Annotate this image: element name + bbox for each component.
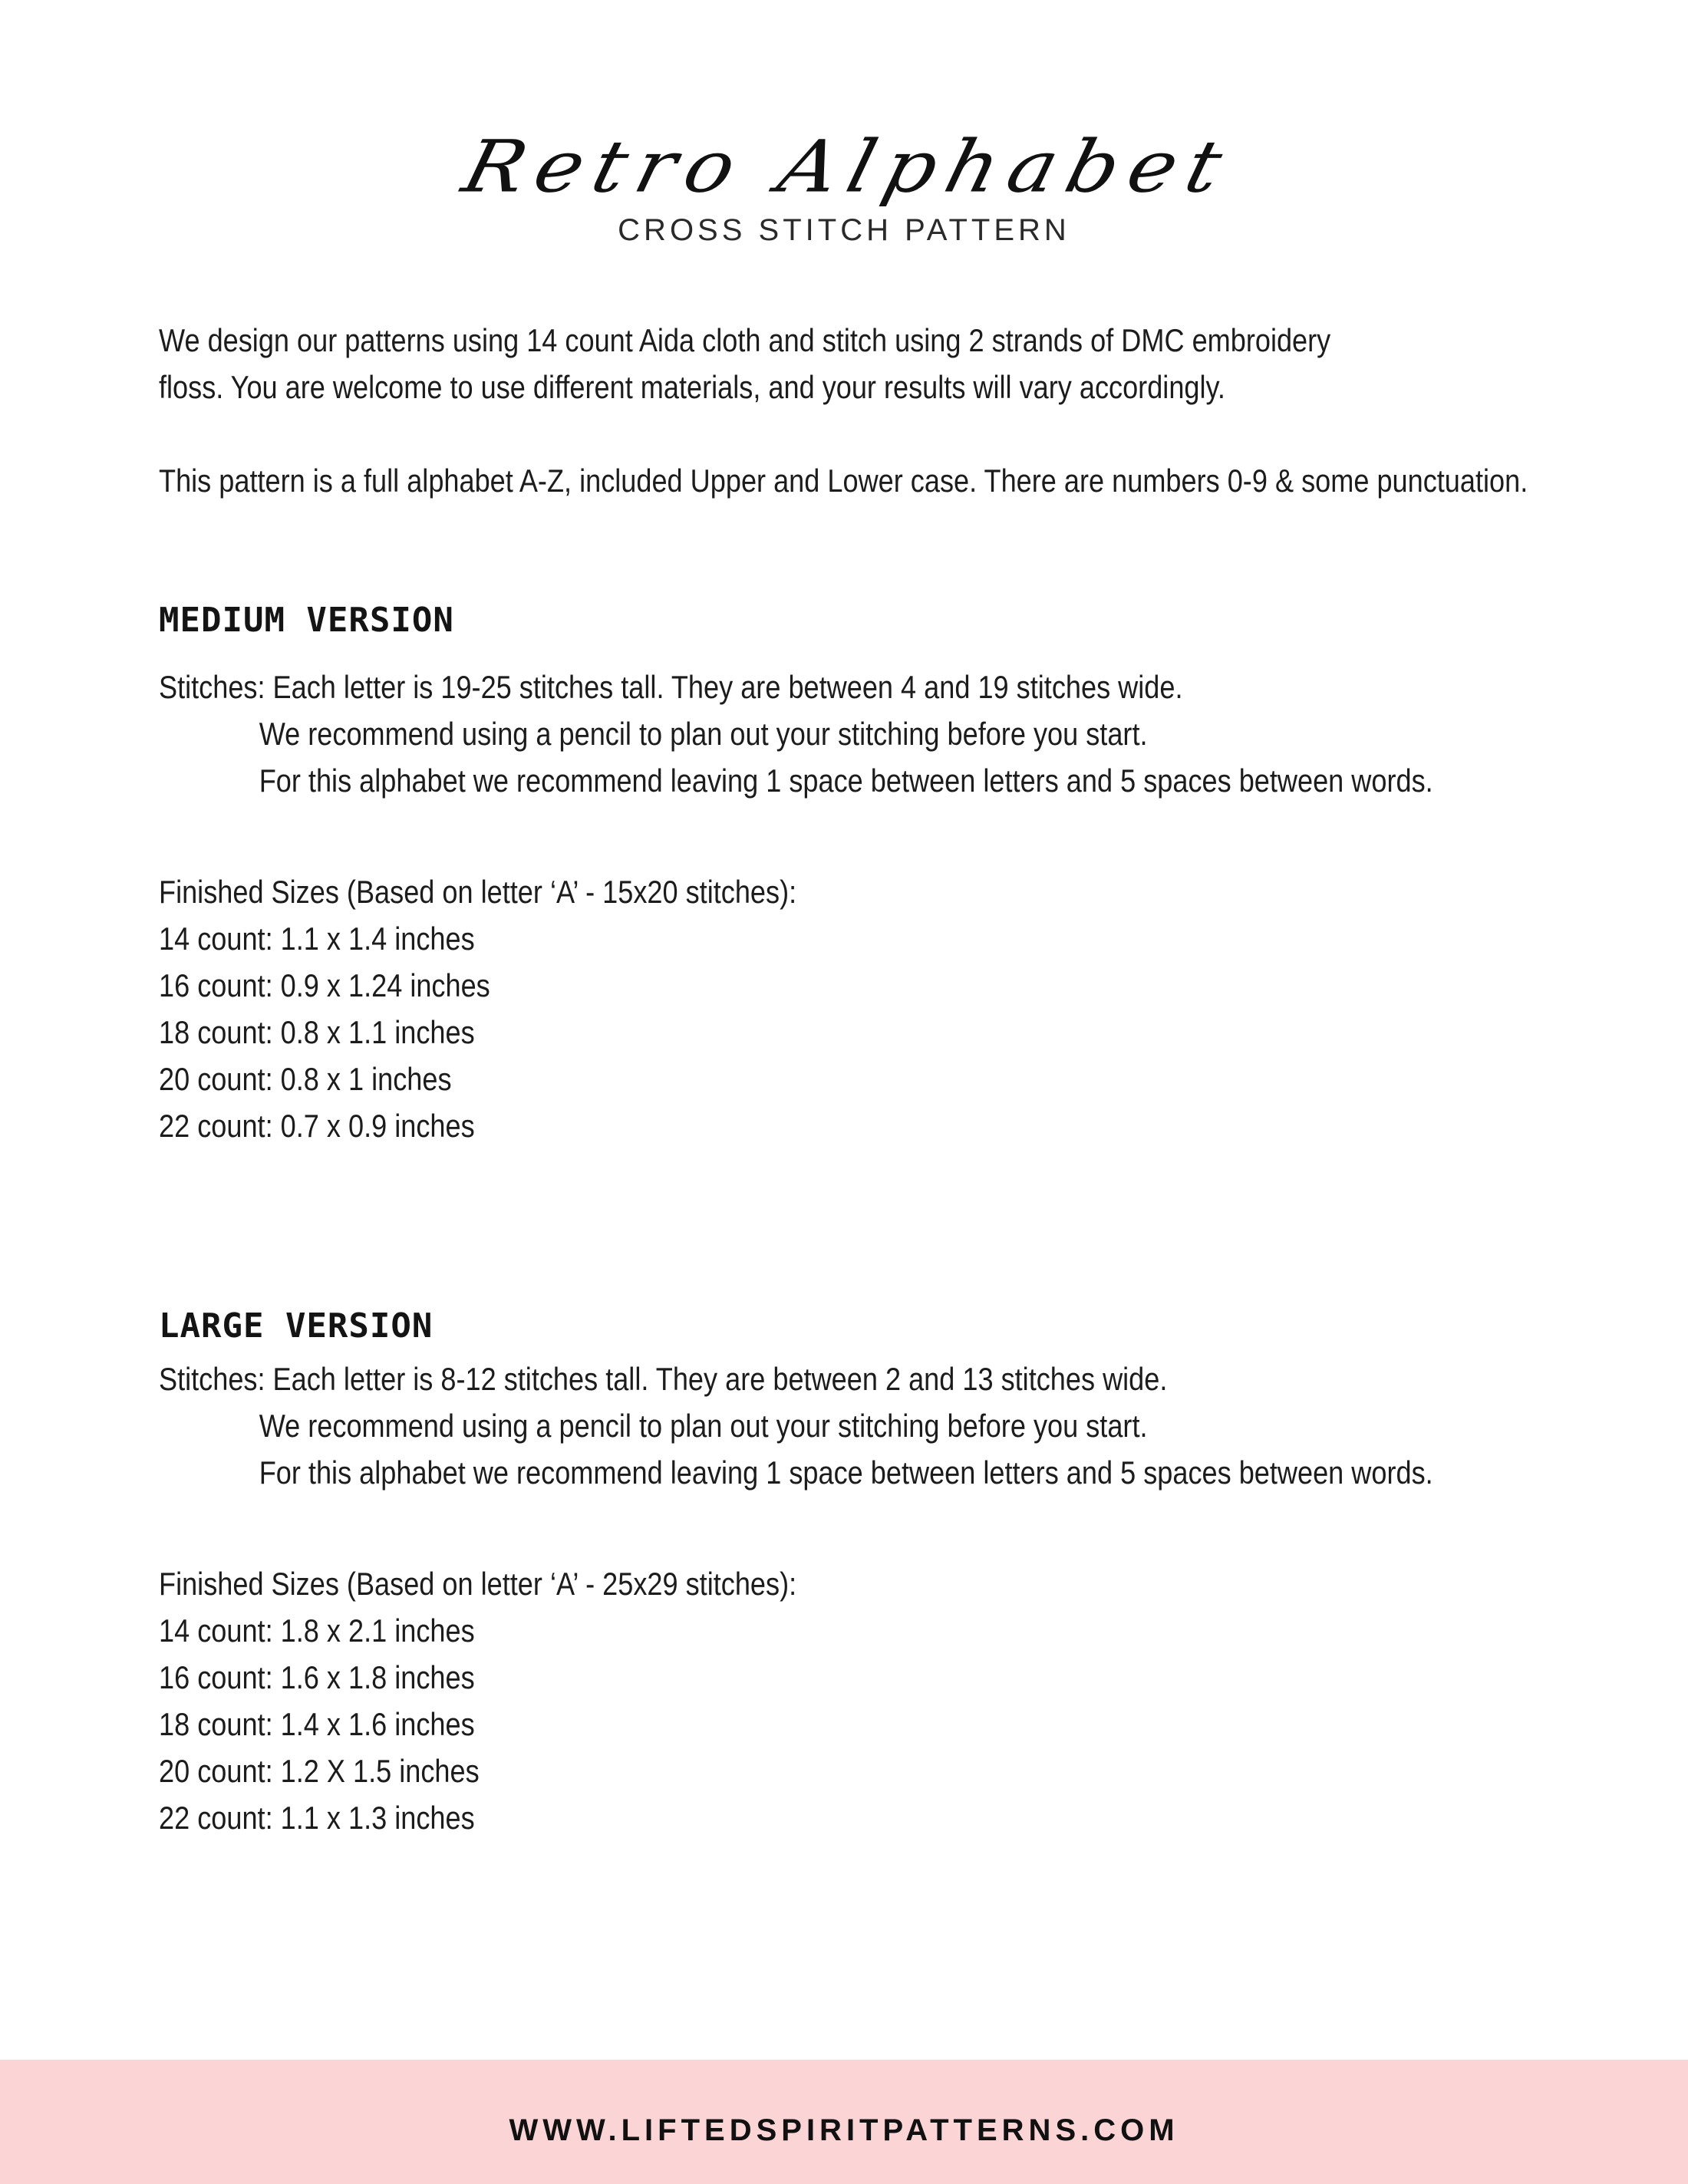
intro-line-1: We design our patterns using 14 count Aida cloth and stitch using 2 strands of DMC embroidery — [159, 322, 1331, 358]
large-stitches-section — [159, 1356, 1434, 1496]
medium-size-item: 14 count: 1.1 x 1.4 inches — [159, 921, 475, 957]
large-stitches-line-2: We recommend using a pencil to plan out your stitching before you start. — [259, 1408, 1148, 1444]
pattern-subtitle: CROSS STITCH PATTERN — [618, 213, 1070, 248]
medium-size-item: 20 count: 0.8 x 1 inches — [159, 1061, 452, 1097]
website-url: WWW.LIFTEDSPIRITPATTERNS.COM — [509, 2113, 1179, 2147]
medium-stitches-section — [159, 664, 1434, 804]
large-size-item: 16 count: 1.6 x 1.8 inches — [159, 1659, 475, 1695]
large-size-item: 22 count: 1.1 x 1.3 inches — [159, 1800, 475, 1836]
large-version-heading: LARGE VERSION — [159, 1306, 434, 1346]
large-size-item: 18 count: 1.4 x 1.6 inches — [159, 1706, 475, 1742]
large-size-item: 14 count: 1.8 x 2.1 inches — [159, 1612, 475, 1649]
script-title: Retro Alphabet — [454, 124, 1241, 209]
medium-size-item: 22 count: 0.7 x 0.9 inches — [159, 1108, 475, 1144]
large-stitches-line-1: Stitches: Each letter is 8-12 stitches tall. They are between 2 and 13 stitches wide. — [159, 1361, 1168, 1397]
medium-sizes-heading: Finished Sizes (Based on letter ‘A’ - 15x20 stitches): — [159, 874, 797, 910]
intro-section — [159, 317, 1528, 504]
medium-size-item: 16 count: 0.9 x 1.24 inches — [159, 967, 490, 1003]
medium-stitches-line-2: We recommend using a pencil to plan out your stitching before you start. — [259, 716, 1148, 752]
large-sizes-heading: Finished Sizes (Based on letter ‘A’ - 25x29 stitches): — [159, 1566, 797, 1602]
intro-line-2: floss. You are welcome to use different materials, and your results will vary accordingly. — [159, 369, 1225, 405]
medium-version-heading: MEDIUM VERSION — [159, 601, 454, 640]
medium-size-item: 18 count: 0.8 x 1.1 inches — [159, 1014, 475, 1050]
intro-line-3: This pattern is a full alphabet A-Z, included Upper and Lower case. There are numbers 0-9 & some punctuation. — [159, 463, 1528, 499]
medium-sizes-section — [159, 868, 1434, 1149]
medium-stitches-line-3: For this alphabet we recommend leaving 1 space between letters and 5 spaces between words. — [259, 763, 1433, 799]
large-sizes-section — [159, 1560, 1434, 1841]
large-size-item: 20 count: 1.2 X 1.5 inches — [159, 1753, 480, 1789]
footer-band — [0, 2060, 1688, 2184]
page-header — [0, 123, 1688, 248]
large-stitches-line-3: For this alphabet we recommend leaving 1 space between letters and 5 spaces between words. — [259, 1454, 1433, 1491]
medium-stitches-line-1: Stitches: Each letter is 19-25 stitches tall. They are between 4 and 19 stitches wide. — [159, 669, 1183, 705]
